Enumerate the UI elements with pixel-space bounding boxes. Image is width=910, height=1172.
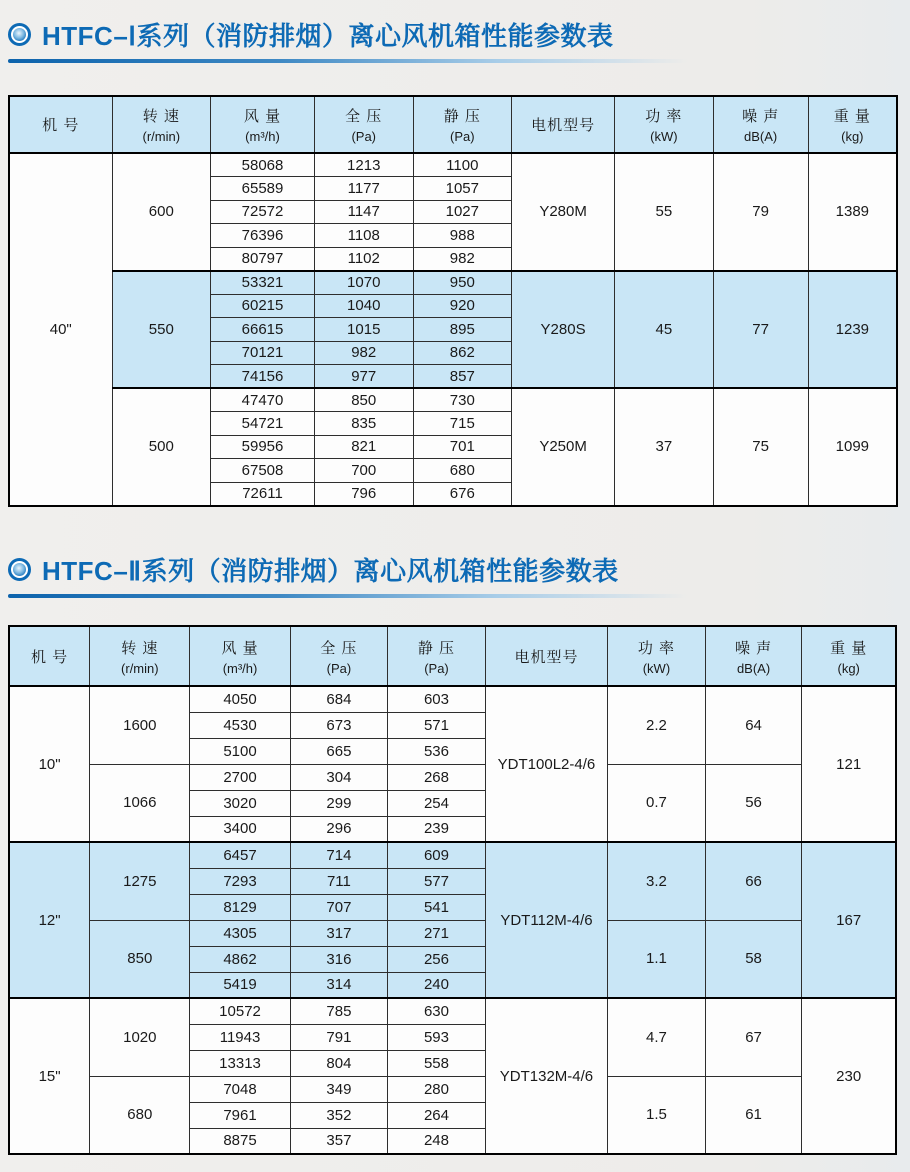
total-pressure-cell: 352 (290, 1102, 388, 1128)
noise-cell: 64 (705, 686, 802, 764)
noise-cell: 75 (713, 388, 808, 506)
column-unit: dB(A) (736, 660, 771, 676)
airflow-cell: 8129 (190, 894, 290, 920)
static-pressure-cell: 558 (388, 1050, 486, 1076)
static-pressure-cell: 271 (388, 920, 486, 946)
fan-size-cell: 15" (9, 998, 90, 1154)
total-pressure-cell: 796 (314, 482, 413, 506)
column-header (112, 96, 211, 153)
static-pressure-cell: 680 (413, 459, 512, 483)
motor-model-cell: YDT132M-4/6 (485, 998, 607, 1154)
airflow-cell: 11943 (190, 1024, 290, 1050)
column-label: 机 号 (42, 117, 80, 134)
weight-cell: 1389 (808, 153, 897, 271)
static-pressure-cell: 280 (388, 1076, 486, 1102)
motor-model-cell: Y280M (512, 153, 615, 271)
airflow-cell: 10572 (190, 998, 290, 1024)
table-row (9, 1076, 896, 1102)
weight-cell: 1099 (808, 388, 897, 506)
motor-model-cell: Y250M (512, 388, 615, 506)
section1-title: HTFC–Ⅰ系列（消防排烟）离心风机箱性能参数表 (42, 21, 614, 51)
airflow-cell: 8875 (190, 1128, 290, 1154)
airflow-cell: 80797 (211, 247, 315, 271)
airflow-cell: 4862 (190, 946, 290, 972)
motor-model-cell: YDT112M-4/6 (485, 842, 607, 998)
airflow-cell: 65589 (211, 177, 315, 201)
static-pressure-cell: 988 (413, 224, 512, 248)
column-label: 功 率 (645, 108, 683, 125)
static-pressure-cell: 254 (388, 790, 486, 816)
static-pressure-cell: 857 (413, 365, 512, 389)
static-pressure-cell: 1057 (413, 177, 512, 201)
section2-title-row (8, 551, 688, 588)
total-pressure-cell: 684 (290, 686, 388, 712)
static-pressure-cell: 630 (388, 998, 486, 1024)
noise-cell: 58 (705, 920, 802, 998)
power-cell: 4.7 (608, 998, 706, 1076)
airflow-cell: 6457 (190, 842, 290, 868)
column-label: 转 速 (142, 108, 180, 125)
static-pressure-cell: 862 (413, 341, 512, 365)
static-pressure-cell: 676 (413, 482, 512, 506)
total-pressure-cell: 299 (290, 790, 388, 816)
total-pressure-cell: 1147 (314, 200, 413, 224)
column-header (705, 626, 802, 686)
total-pressure-cell: 821 (314, 435, 413, 459)
airflow-cell: 70121 (211, 341, 315, 365)
power-cell: 55 (615, 153, 714, 271)
header-row (9, 626, 896, 686)
total-pressure-cell: 1070 (314, 271, 413, 295)
section-bullet-icon (8, 558, 31, 581)
fan-size-cell: 40" (9, 153, 112, 506)
speed-cell: 1020 (90, 998, 190, 1076)
column-unit: (Pa) (424, 660, 449, 676)
column-header (90, 626, 190, 686)
static-pressure-cell: 577 (388, 868, 486, 894)
column-label: 重 量 (833, 108, 871, 125)
static-pressure-cell: 240 (388, 972, 486, 998)
table-row (9, 388, 897, 412)
static-pressure-cell: 715 (413, 412, 512, 436)
total-pressure-cell: 317 (290, 920, 388, 946)
static-pressure-cell: 264 (388, 1102, 486, 1128)
column-unit: (Pa) (351, 129, 377, 144)
section1-title-row (8, 16, 688, 53)
power-cell: 0.7 (608, 764, 706, 842)
column-header (314, 96, 413, 153)
total-pressure-cell: 316 (290, 946, 388, 972)
total-pressure-cell: 1108 (314, 224, 413, 248)
section2-title-underline (8, 594, 688, 598)
table-row (9, 686, 896, 712)
static-pressure-cell: 248 (388, 1128, 486, 1154)
static-pressure-cell: 268 (388, 764, 486, 790)
htfc2-performance-table (8, 625, 897, 1155)
section1-title-block (8, 16, 688, 63)
column-label: 静 压 (443, 108, 481, 125)
table-row (9, 920, 896, 946)
motor-model-cell: YDT100L2-4/6 (485, 686, 607, 842)
column-unit: (r/min) (121, 660, 159, 676)
static-pressure-cell: 701 (413, 435, 512, 459)
column-label: 静 压 (417, 639, 456, 657)
airflow-cell: 7961 (190, 1102, 290, 1128)
total-pressure-cell: 835 (314, 412, 413, 436)
airflow-cell: 58068 (211, 153, 315, 177)
column-unit: (Pa) (450, 129, 475, 144)
total-pressure-cell: 804 (290, 1050, 388, 1076)
total-pressure-cell: 357 (290, 1128, 388, 1154)
column-header (615, 96, 714, 153)
table-row (9, 842, 896, 868)
column-unit: (kg) (841, 129, 864, 144)
table-row (9, 764, 896, 790)
column-label: 电机型号 (514, 648, 579, 666)
airflow-cell: 4050 (190, 686, 290, 712)
column-label: 重 量 (830, 639, 868, 657)
total-pressure-cell: 700 (314, 459, 413, 483)
static-pressure-cell: 1100 (413, 153, 512, 177)
total-pressure-cell: 314 (290, 972, 388, 998)
column-header (808, 96, 897, 153)
column-label: 电机型号 (531, 117, 596, 134)
airflow-cell: 67508 (211, 459, 315, 483)
airflow-cell: 74156 (211, 365, 315, 389)
bullet-core (13, 563, 26, 576)
column-label: 转 速 (121, 639, 159, 657)
table1-header (9, 96, 897, 153)
column-header (608, 626, 706, 686)
column-header (211, 96, 315, 153)
column-label: 功 率 (637, 639, 676, 657)
airflow-cell: 72611 (211, 482, 315, 506)
static-pressure-cell: 950 (413, 271, 512, 295)
total-pressure-cell: 711 (290, 868, 388, 894)
column-label: 全 压 (345, 108, 383, 125)
noise-cell: 67 (705, 998, 802, 1076)
total-pressure-cell: 673 (290, 712, 388, 738)
column-label: 风 量 (221, 639, 259, 657)
airflow-cell: 60215 (211, 294, 315, 318)
motor-model-cell: Y280S (512, 271, 615, 389)
htfc1-performance-table (8, 95, 898, 507)
weight-cell: 121 (802, 686, 896, 842)
total-pressure-cell: 665 (290, 738, 388, 764)
static-pressure-cell: 920 (413, 294, 512, 318)
speed-cell: 600 (112, 153, 211, 271)
column-label: 噪 声 (734, 639, 773, 657)
speed-cell: 850 (90, 920, 190, 998)
total-pressure-cell: 707 (290, 894, 388, 920)
airflow-cell: 7293 (190, 868, 290, 894)
airflow-cell: 72572 (211, 200, 315, 224)
airflow-cell: 5419 (190, 972, 290, 998)
airflow-cell: 53321 (211, 271, 315, 295)
speed-cell: 1600 (90, 686, 190, 764)
speed-cell: 680 (90, 1076, 190, 1154)
static-pressure-cell: 256 (388, 946, 486, 972)
total-pressure-cell: 791 (290, 1024, 388, 1050)
noise-cell: 66 (705, 842, 802, 920)
static-pressure-cell: 239 (388, 816, 486, 842)
section2-title-block (8, 551, 688, 598)
column-unit: dB(A) (744, 129, 778, 144)
static-pressure-cell: 541 (388, 894, 486, 920)
static-pressure-cell: 571 (388, 712, 486, 738)
total-pressure-cell: 1102 (314, 247, 413, 271)
power-cell: 45 (615, 271, 714, 389)
column-unit: (kW) (642, 660, 671, 676)
table-row (9, 153, 897, 177)
column-header (9, 96, 112, 153)
section2-title: HTFC–Ⅱ系列（消防排烟）离心风机箱性能参数表 (42, 556, 619, 586)
airflow-cell: 5100 (190, 738, 290, 764)
power-cell: 1.1 (608, 920, 706, 998)
total-pressure-cell: 714 (290, 842, 388, 868)
static-pressure-cell: 609 (388, 842, 486, 868)
column-unit: (kg) (837, 660, 860, 676)
column-label: 全 压 (320, 639, 358, 657)
column-unit: (r/min) (142, 129, 181, 144)
airflow-cell: 3400 (190, 816, 290, 842)
column-header (485, 626, 607, 686)
speed-cell: 1066 (90, 764, 190, 842)
column-label: 风 量 (243, 108, 282, 125)
total-pressure-cell: 982 (314, 341, 413, 365)
speed-cell: 1275 (90, 842, 190, 920)
weight-cell: 167 (802, 842, 896, 998)
column-header (413, 96, 512, 153)
table-row (9, 998, 896, 1024)
static-pressure-cell: 593 (388, 1024, 486, 1050)
total-pressure-cell: 296 (290, 816, 388, 842)
column-header (388, 626, 486, 686)
static-pressure-cell: 1027 (413, 200, 512, 224)
column-header (9, 626, 90, 686)
total-pressure-cell: 850 (314, 388, 413, 412)
table2-body (9, 686, 896, 1154)
noise-cell: 77 (713, 271, 808, 389)
airflow-cell: 54721 (211, 412, 315, 436)
power-cell: 1.5 (608, 1076, 706, 1154)
airflow-cell: 3020 (190, 790, 290, 816)
noise-cell: 61 (705, 1076, 802, 1154)
column-header (190, 626, 290, 686)
power-cell: 2.2 (608, 686, 706, 764)
total-pressure-cell: 1177 (314, 177, 413, 201)
power-cell: 37 (615, 388, 714, 506)
column-header (290, 626, 388, 686)
column-unit: (m³/h) (245, 129, 280, 144)
airflow-cell: 76396 (211, 224, 315, 248)
total-pressure-cell: 1015 (314, 318, 413, 342)
airflow-cell: 4530 (190, 712, 290, 738)
column-header (802, 626, 896, 686)
airflow-cell: 13313 (190, 1050, 290, 1076)
airflow-cell: 4305 (190, 920, 290, 946)
static-pressure-cell: 982 (413, 247, 512, 271)
bullet-core (13, 28, 26, 41)
airflow-cell: 47470 (211, 388, 315, 412)
table-row (9, 271, 897, 295)
total-pressure-cell: 1213 (314, 153, 413, 177)
table2-header (9, 626, 896, 686)
speed-cell: 550 (112, 271, 211, 389)
column-label: 机 号 (31, 648, 69, 666)
total-pressure-cell: 349 (290, 1076, 388, 1102)
airflow-cell: 66615 (211, 318, 315, 342)
noise-cell: 79 (713, 153, 808, 271)
fan-size-cell: 10" (9, 686, 90, 842)
static-pressure-cell: 895 (413, 318, 512, 342)
airflow-cell: 2700 (190, 764, 290, 790)
column-unit: (Pa) (326, 660, 352, 676)
column-header (713, 96, 808, 153)
static-pressure-cell: 603 (388, 686, 486, 712)
speed-cell: 500 (112, 388, 211, 506)
airflow-cell: 59956 (211, 435, 315, 459)
column-label: 噪 声 (742, 108, 780, 125)
total-pressure-cell: 977 (314, 365, 413, 389)
static-pressure-cell: 536 (388, 738, 486, 764)
column-unit: (kW) (650, 129, 678, 144)
airflow-cell: 7048 (190, 1076, 290, 1102)
weight-cell: 230 (802, 998, 896, 1154)
header-row (9, 96, 897, 153)
total-pressure-cell: 1040 (314, 294, 413, 318)
fan-size-cell: 12" (9, 842, 90, 998)
noise-cell: 56 (705, 764, 802, 842)
total-pressure-cell: 785 (290, 998, 388, 1024)
column-unit: (m³/h) (222, 660, 258, 676)
static-pressure-cell: 730 (413, 388, 512, 412)
section-bullet-icon (8, 23, 31, 46)
total-pressure-cell: 304 (290, 764, 388, 790)
column-header (512, 96, 615, 153)
section1-title-underline (8, 59, 688, 63)
power-cell: 3.2 (608, 842, 706, 920)
table1-body (9, 153, 897, 506)
weight-cell: 1239 (808, 271, 897, 389)
